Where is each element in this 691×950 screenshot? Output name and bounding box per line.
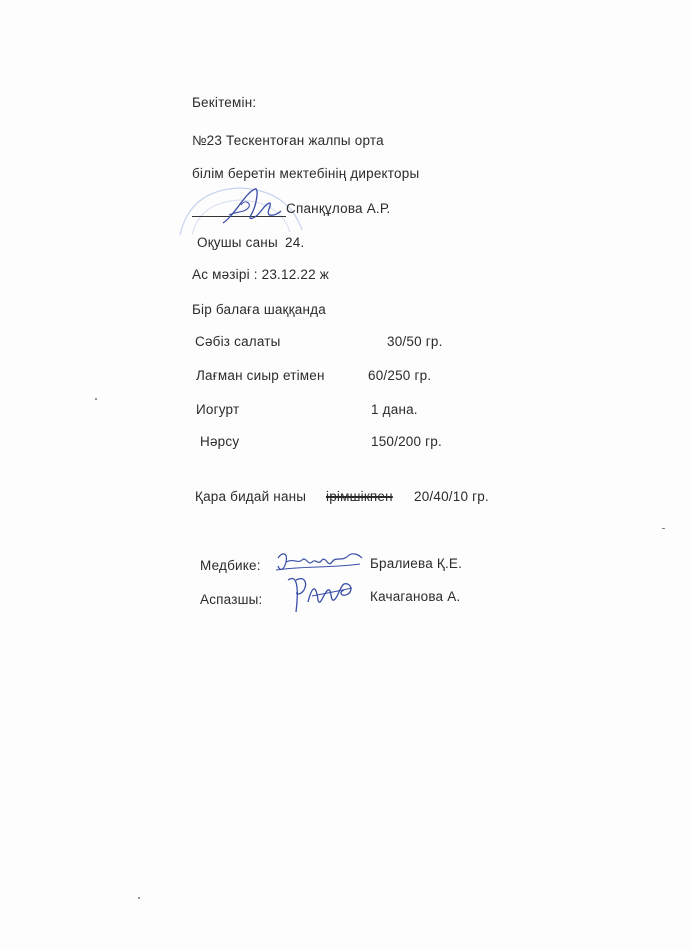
menu-item-amount: 30/50 гр. xyxy=(387,334,443,349)
cook-signature xyxy=(282,572,362,617)
bread-name: Қара бидай наны xyxy=(195,489,307,504)
menu-item-name: Иогурт xyxy=(196,402,240,417)
nurse-name: Бралиева Қ.Е. xyxy=(370,556,463,571)
director-signature xyxy=(215,185,285,230)
director-name: Спанқұлова А.Р. xyxy=(286,201,391,216)
bread-amount: 20/40/10 гр. xyxy=(414,489,489,504)
school-name-line1: №23 Тескентоған жалпы орта xyxy=(192,133,384,148)
menu-date: Ас мәзірі : 23.12.22 ж xyxy=(192,267,329,282)
per-child-label: Бір балаға шаққанда xyxy=(192,302,326,317)
students-count: 24. xyxy=(285,235,305,250)
menu-item-amount: 150/200 гр. xyxy=(371,434,442,449)
students-label: Оқушы саны xyxy=(197,235,278,250)
cook-label: Аспазшы: xyxy=(200,592,263,607)
menu-item-name: Сәбіз салаты xyxy=(195,334,281,349)
scan-speck xyxy=(662,528,665,529)
scan-speck xyxy=(138,897,140,899)
bread-struck-text: ірімшікпен xyxy=(326,489,393,504)
nurse-label: Медбике: xyxy=(200,558,261,573)
cook-name: Качаганова А. xyxy=(370,589,461,604)
approve-heading: Бекітемін: xyxy=(192,95,257,110)
menu-item-amount: 1 дана. xyxy=(371,402,418,417)
menu-item-amount: 60/250 гр. xyxy=(368,368,432,383)
scan-speck xyxy=(95,398,97,400)
menu-item-name: Нәрсу xyxy=(200,434,240,449)
school-name-line2: білім беретін мектебінің директоры xyxy=(192,166,420,181)
menu-item-name: Лағман сиыр етімен xyxy=(196,368,325,383)
